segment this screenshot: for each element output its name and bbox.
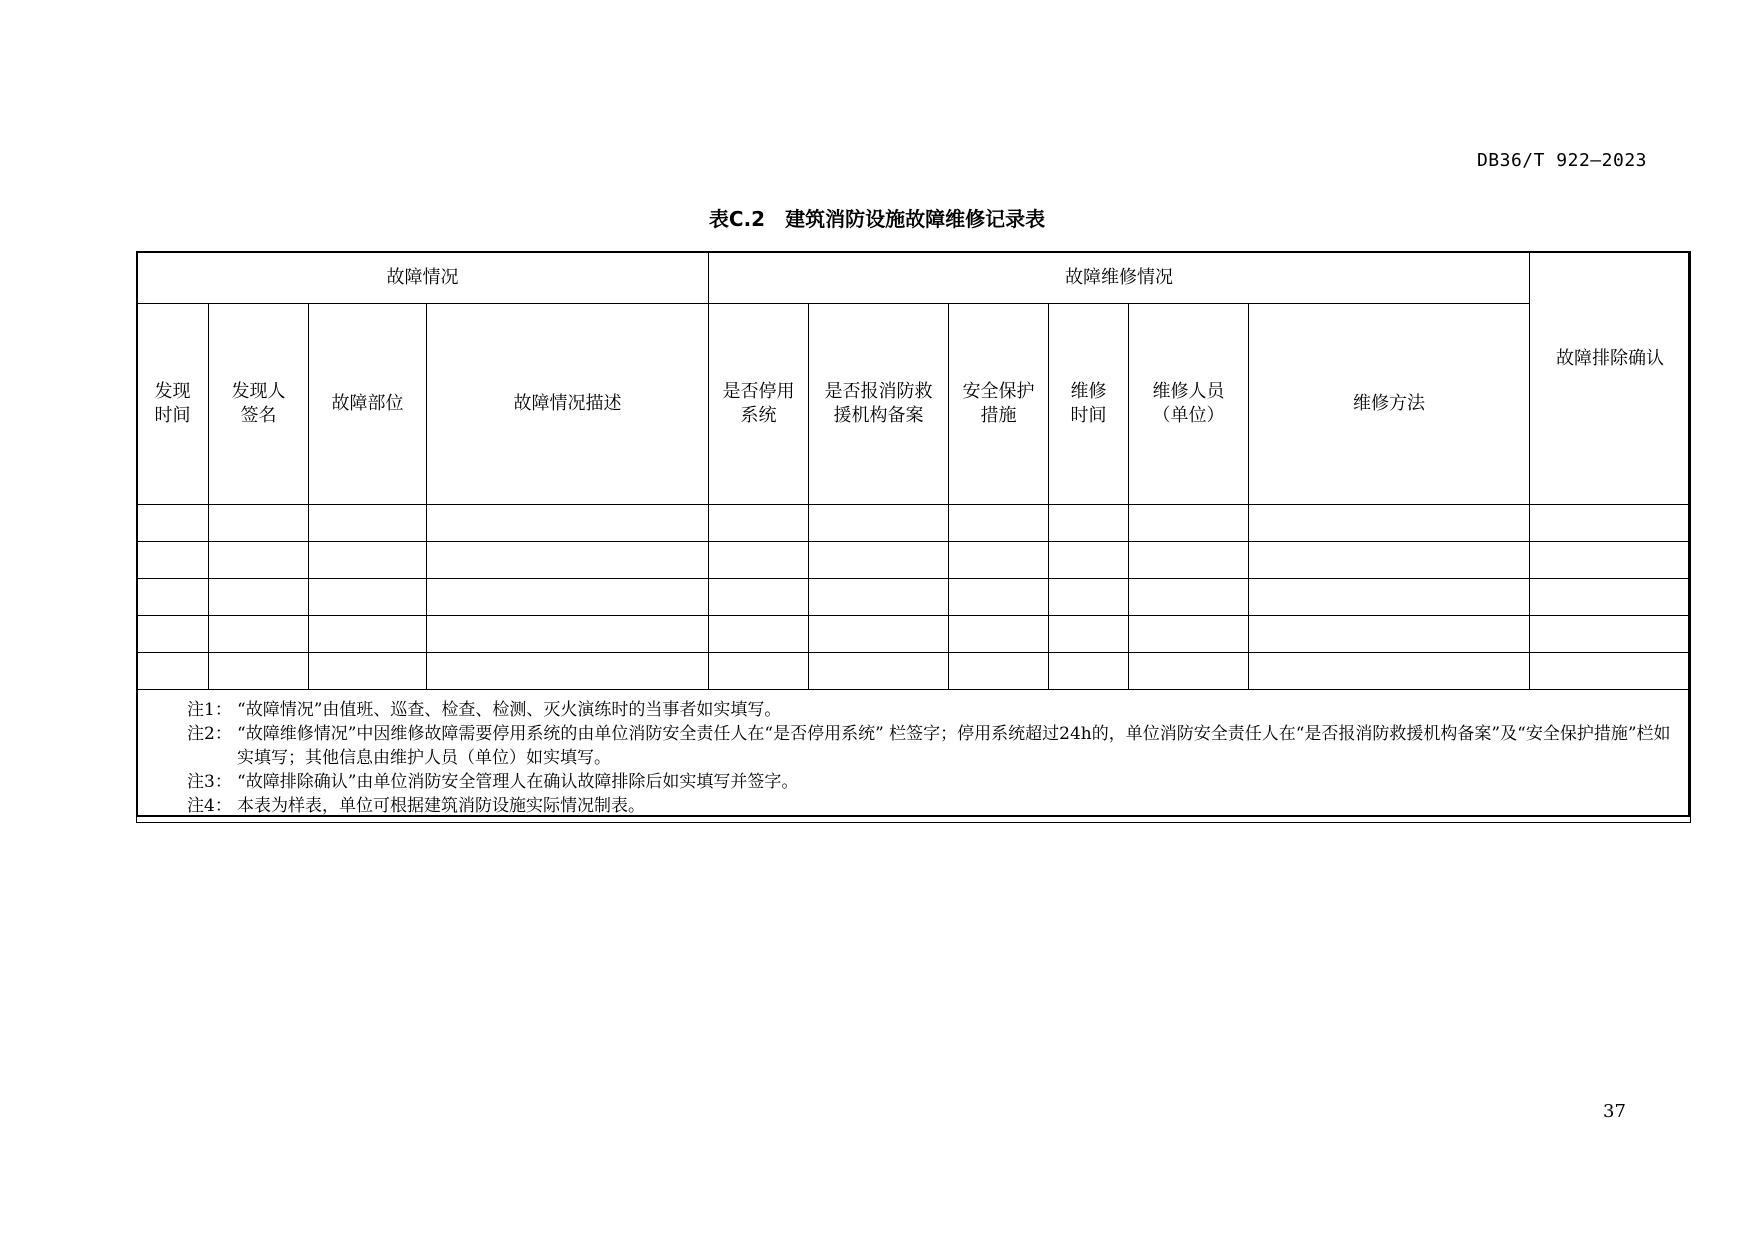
table-title — [0, 203, 1754, 232]
note-label: 注4： — [187, 796, 232, 816]
note-text: “故障排除确认”由单位消防安全管理人在确认故障排除后如实填写并签字。 — [237, 772, 799, 792]
col-header-label: 是否停用 系统 — [722, 381, 795, 426]
document-code: DB36/T 922—2023 — [1476, 150, 1647, 171]
col-header-label: 安全保护 措施 — [962, 381, 1035, 426]
note-label: 注2： — [187, 724, 232, 744]
note-label: 注3： — [187, 772, 232, 792]
page-number: 37 — [1603, 1101, 1626, 1122]
note-label: 注1： — [187, 700, 232, 720]
group-header-fault: 故障情况 — [137, 252, 709, 304]
table-outer-border — [136, 251, 1690, 817]
col-header-label: 发现人 签名 — [231, 381, 286, 426]
col-header-label: 维修 时间 — [1070, 381, 1107, 426]
note-text: “故障情况”由值班、巡查、检查、检测、灭火演练时的当事者如实填写。 — [237, 700, 782, 720]
col-header-label: 故障部位 — [331, 393, 404, 414]
col-header-label: 维修方法 — [1353, 393, 1425, 414]
col-header-label: 故障情况描述 — [513, 393, 622, 414]
group-header-repair: 故障维修情况 — [709, 252, 1530, 304]
note-text: “故障维修情况”中因维修故障需要停用系统的由单位消防安全责任人在“是否停用系统” 栏签字；停用系统超过24h的，单位消防安全责任人在“是否报消防救援机构备案”及“安全保护措施”栏如实填写；其他信息由维护人员（单位）如实填写。 — [237, 724, 1671, 768]
table-number: 表C.2 — [708, 207, 766, 231]
col-header-label: 发现 时间 — [154, 381, 191, 426]
group-header-confirm: 故障排除确认 — [1530, 252, 1691, 505]
note-text: 本表为样表，单位可根据建筑消防设施实际情况制表。 — [237, 796, 645, 816]
col-header-label: 是否报消防救 援机构备案 — [824, 381, 933, 426]
table-title-text: 建筑消防设施故障维修记录表 — [785, 207, 1046, 231]
col-header-label: 维修人员 （单位） — [1152, 381, 1225, 426]
